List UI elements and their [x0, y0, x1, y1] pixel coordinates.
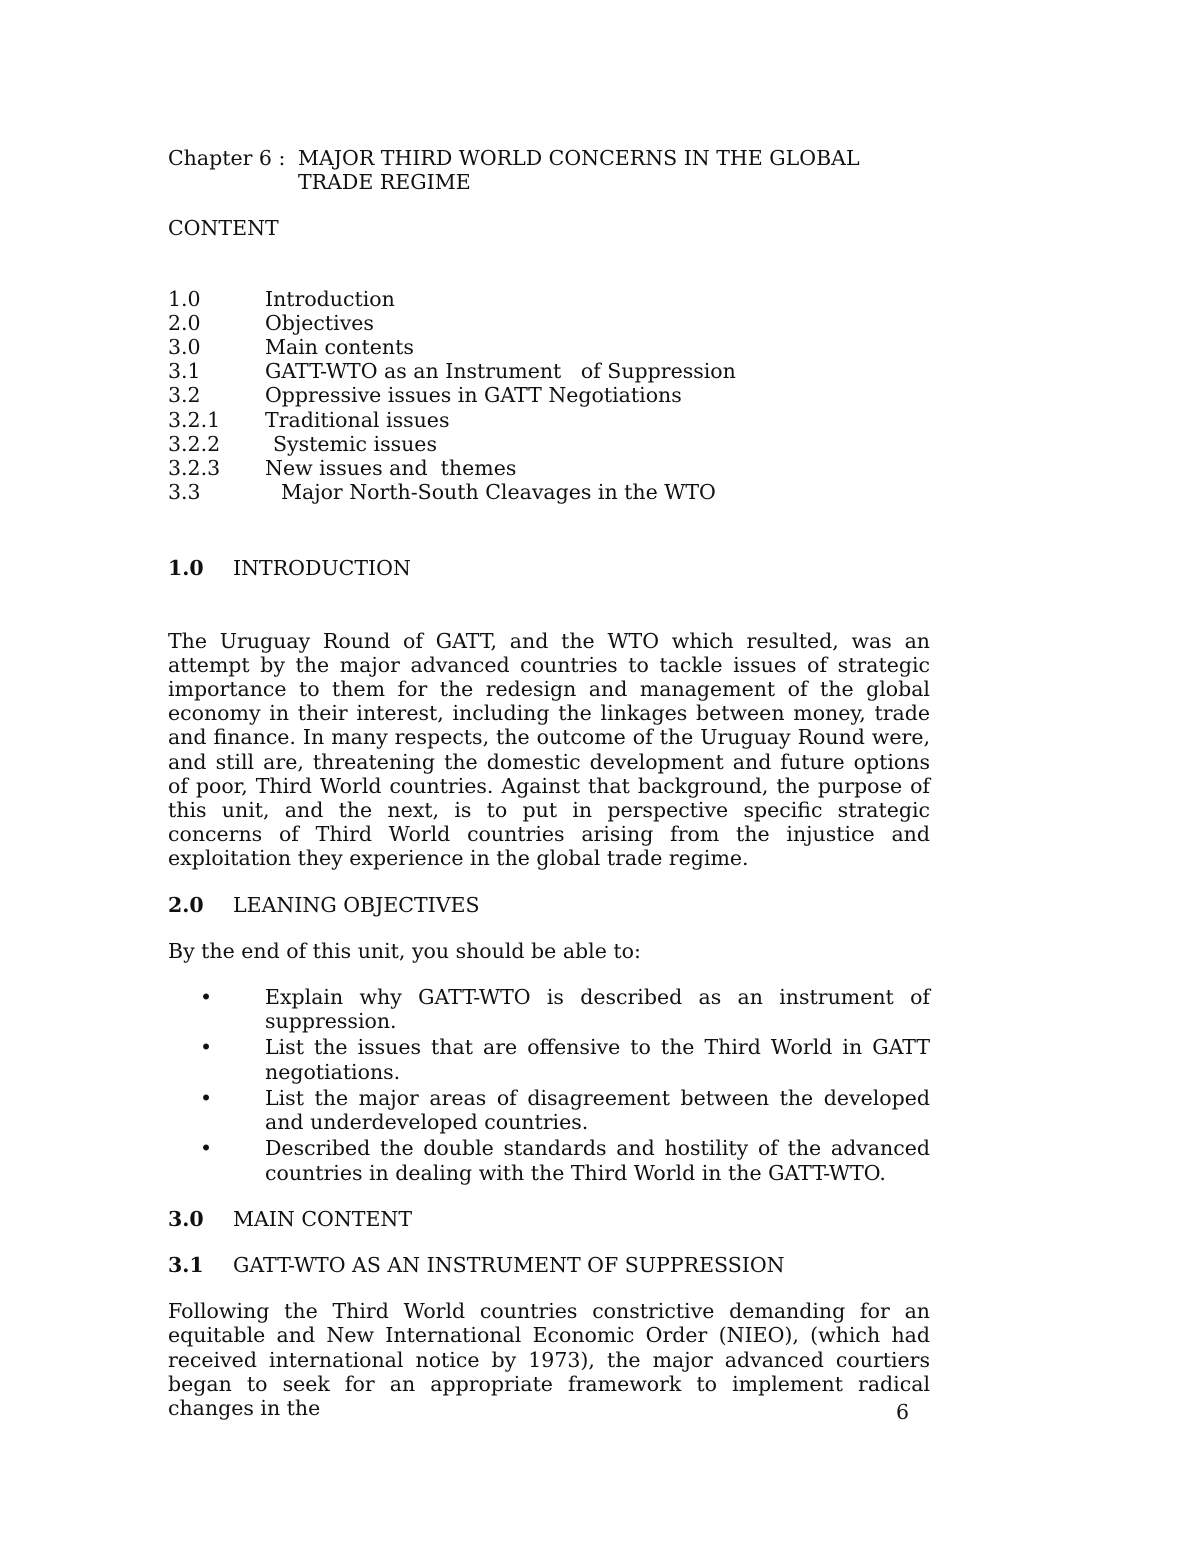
- toc-item-text: Introduction: [265, 286, 395, 311]
- toc-item-number: 3.1: [168, 359, 201, 384]
- list-item-text: Described the double standards and hostility of the advanced countries in dealing with the Third World in the GATT-WTO.: [265, 1136, 930, 1185]
- chapter-title-line-1: MAJOR THIRD WORLD CONCERNS IN THE GLOBAL: [298, 146, 860, 170]
- section-title: MAIN CONTENT: [233, 1206, 413, 1231]
- toc-item: [168, 432, 930, 456]
- section-3-1-heading: [168, 1253, 930, 1277]
- list-item: [168, 1035, 930, 1083]
- introduction-paragraph: The Uruguay Round of GATT, and the WTO which resulted, was an attempt by the major advanced countries to tackle issues of strategic importance to them for the redesign and management of the global economy in their interest, including the linkages between money, trade and finance. In many respects, the outcome of the Uruguay Round were, and still are, threatening the domestic development and future options of poor, Third World countries. Against that background, the purpose of this unit, and the next, is to put in perspective specific strategic concerns of Third World countries arising from the injustice and exploitation they experience in the global trade regime.: [168, 628, 930, 871]
- chapter-title: [298, 146, 930, 194]
- section-title: INTRODUCTION: [233, 556, 411, 581]
- toc-item-text: Main contents: [265, 335, 414, 360]
- toc-item: [168, 383, 930, 407]
- objectives-list: [168, 985, 930, 1185]
- toc-item-number: 3.2.1: [168, 407, 221, 432]
- bullet-icon: •: [200, 1085, 213, 1110]
- page-number: 6: [896, 1400, 910, 1424]
- toc-item: [168, 408, 930, 432]
- chapter-label: Chapter 6 :: [168, 146, 286, 170]
- section-number: 1.0: [168, 556, 204, 581]
- toc-item-number: 3.2: [168, 383, 201, 408]
- bullet-icon: •: [200, 1035, 213, 1060]
- toc-item-text: GATT-WTO as an Instrument of Suppression: [265, 359, 736, 384]
- list-item: [168, 985, 930, 1033]
- list-item-text: Explain why GATT-WTO is described as an instrument of suppression.: [265, 985, 930, 1034]
- toc-item-text: Traditional issues: [265, 407, 450, 432]
- toc-item-number: 3.2.3: [168, 456, 221, 481]
- bullet-icon: •: [200, 985, 213, 1010]
- document-page: [168, 146, 930, 1420]
- table-of-contents: [168, 287, 930, 505]
- section-number: 3.1: [168, 1252, 204, 1277]
- toc-item: [168, 480, 930, 504]
- content-heading: CONTENT: [168, 216, 279, 241]
- toc-item-text: Objectives: [265, 310, 374, 335]
- bullet-icon: •: [200, 1136, 213, 1161]
- section-title: LEANING OBJECTIVES: [233, 892, 480, 917]
- toc-item-number: 1.0: [168, 286, 201, 311]
- section-number: 2.0: [168, 892, 204, 917]
- chapter-title-line-2: TRADE REGIME: [298, 170, 471, 195]
- section-3-1-paragraph: Following the Third World countries constrictive demanding for an equitable and New International Economic Order (NIEO), (which had received international notice by 1973), the major advanced courtiers began to seek for an appropriate framework to implement radical changes in the: [168, 1299, 930, 1420]
- objectives-heading: [168, 893, 930, 917]
- chapter-heading: [168, 146, 930, 194]
- toc-item: [168, 287, 930, 311]
- toc-item-number: 3.2.2: [168, 431, 221, 456]
- toc-item-number: 3.0: [168, 335, 201, 360]
- toc-item: [168, 335, 930, 359]
- list-item: [168, 1136, 930, 1184]
- objectives-lead: By the end of this unit, you should be able to:: [168, 938, 641, 963]
- toc-item: [168, 359, 930, 383]
- toc-item-text: Systemic issues: [273, 431, 437, 456]
- section-number: 3.0: [168, 1206, 204, 1231]
- toc-item-number: 2.0: [168, 310, 201, 335]
- list-item: [168, 1086, 930, 1134]
- section-title: GATT-WTO AS AN INSTRUMENT OF SUPPRESSION: [233, 1252, 785, 1277]
- toc-item: [168, 311, 930, 335]
- main-content-heading: [168, 1207, 930, 1231]
- toc-item-number: 3.3: [168, 480, 201, 505]
- toc-item: [168, 456, 930, 480]
- list-item-text: List the major areas of disagreement between the developed and underdeveloped countries.: [265, 1085, 930, 1135]
- toc-item-text: Major North-South Cleavages in the WTO: [281, 480, 716, 505]
- list-item-text: List the issues that are offensive to the Third World in GATT negotiations.: [265, 1035, 930, 1084]
- toc-item-text: New issues and themes: [265, 456, 517, 481]
- toc-item-text: Oppressive issues in GATT Negotiations: [265, 383, 682, 408]
- introduction-heading: [168, 556, 930, 580]
